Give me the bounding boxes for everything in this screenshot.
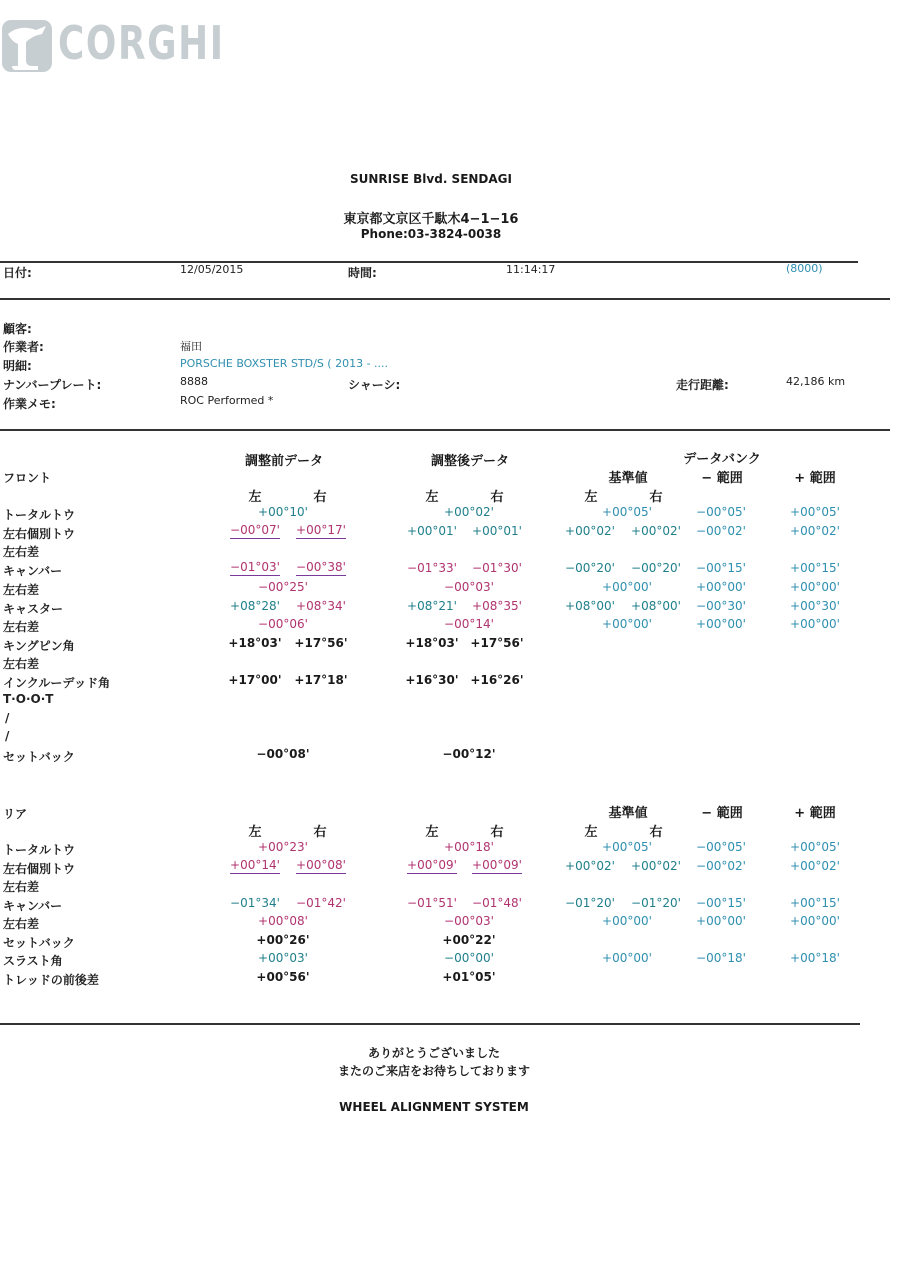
rear-row-label: トータルトウ bbox=[3, 843, 76, 857]
front-toe-indiv-plus: +00°02' bbox=[790, 524, 840, 538]
front-caster-ref-left: +08°00' bbox=[565, 599, 615, 613]
rear-toe-indiv-before-right: +00°08' bbox=[296, 858, 346, 872]
front-toe-indiv-after-right: +00°01' bbox=[472, 524, 522, 538]
front-before-right-header: 右 bbox=[313, 490, 327, 505]
rear-after-right-header: 右 bbox=[490, 825, 504, 840]
front-row-label: 左右個別トウ bbox=[3, 527, 76, 541]
operator-value: 福田 bbox=[180, 340, 202, 353]
rear-camber-diff-after: −00°03' bbox=[444, 914, 494, 928]
rear-row-label: 左右差 bbox=[3, 880, 40, 894]
rear-row-label: セットバック bbox=[3, 936, 75, 950]
chassis-label: シャーシ: bbox=[348, 378, 401, 392]
rear-toe-indiv-minus: −00°02' bbox=[696, 859, 746, 873]
date-label: 日付: bbox=[3, 266, 32, 280]
front-row-label: キングピン角 bbox=[3, 639, 75, 653]
brand-logo-text: CORGHI bbox=[58, 16, 225, 70]
rear-toe-indiv-before-left: +00°14' bbox=[230, 858, 280, 872]
front-setback-after: −00°12' bbox=[442, 747, 496, 761]
front-toe-indiv-before-right: +00°17' bbox=[296, 523, 346, 537]
divider-footer bbox=[0, 1023, 860, 1025]
rear-toe-indiv-plus: +00°02' bbox=[790, 859, 840, 873]
operator-label: 作業者: bbox=[3, 340, 44, 354]
front-caster-after-right: +08°35' bbox=[472, 599, 522, 613]
rear-toe-total-ref: +00°05' bbox=[602, 840, 652, 854]
front-ref-right-header: 右 bbox=[649, 490, 663, 505]
front-toe-indiv-before-left: −00°07' bbox=[230, 523, 280, 537]
front-caster-diff-plus: +00°00' bbox=[790, 617, 840, 631]
front-camber-diff-before: −00°25' bbox=[258, 580, 308, 594]
front-toe-total-minus: −00°05' bbox=[696, 505, 746, 519]
shop-address: 東京都文京区千駄木4−1−16 bbox=[343, 212, 519, 227]
front-camber-plus: +00°15' bbox=[790, 561, 840, 575]
rear-toe-indiv-ref-left: +00°02' bbox=[565, 859, 615, 873]
front-camber-ref-right: −00°20' bbox=[631, 561, 681, 575]
thanks-line-2: またのご来店をお待ちしております bbox=[337, 1064, 531, 1078]
front-kingpin-before-left: +18°03' bbox=[228, 636, 282, 650]
rear-row-label: 左右個別トウ bbox=[3, 862, 76, 876]
front-row-label: インクルーデッド角 bbox=[3, 676, 111, 690]
rear-toe-indiv-ref-right: +00°02' bbox=[631, 859, 681, 873]
time-value: 11:14:17 bbox=[506, 263, 556, 276]
front-caster-before-left: +08°28' bbox=[230, 599, 280, 613]
plate-value: 8888 bbox=[180, 375, 208, 388]
rear-toe-indiv-after-left: +00°09' bbox=[407, 858, 457, 872]
front-toe-total-after: +00°02' bbox=[444, 505, 494, 519]
shop-phone: Phone:03-3824-0038 bbox=[360, 227, 502, 241]
front-camber-after-left: −01°33' bbox=[407, 561, 457, 575]
front-caster-diff-after: −00°14' bbox=[444, 617, 494, 631]
front-camber-diff-ref: +00°00' bbox=[602, 580, 652, 594]
front-camber-minus: −00°15' bbox=[696, 561, 746, 575]
front-row-label: T·O·O·T bbox=[3, 692, 54, 706]
rear-toe-indiv-after-right: +00°09' bbox=[472, 858, 522, 872]
front-toe-indiv-after-left: +00°01' bbox=[407, 524, 457, 538]
rear-tread-diff-before: +00°56' bbox=[256, 970, 310, 984]
front-row-label: / bbox=[5, 729, 10, 743]
front-caster-ref-right: +08°00' bbox=[631, 599, 681, 613]
front-row-label: 左右差 bbox=[3, 583, 40, 597]
rear-ref-right-header: 右 bbox=[649, 825, 663, 840]
front-after-left-header: 左 bbox=[425, 490, 439, 505]
front-row-label: 左右差 bbox=[3, 545, 40, 559]
front-toe-total-before: +00°10' bbox=[258, 505, 308, 519]
rear-thrust-plus: +00°18' bbox=[790, 951, 840, 965]
divider-meta bbox=[0, 298, 890, 300]
front-caster-minus: −00°30' bbox=[696, 599, 746, 613]
front-reference-header: 基準値 bbox=[608, 471, 648, 486]
time-label: 時間: bbox=[348, 266, 377, 280]
rear-plus-range-header: + 範囲 bbox=[794, 806, 836, 821]
rear-section-label: リア bbox=[3, 807, 28, 821]
customer-label: 顧客: bbox=[3, 322, 32, 336]
rear-camber-before-left: −01°34' bbox=[230, 896, 280, 910]
front-camber-after-right: −01°30' bbox=[472, 561, 522, 575]
memo-value: ROC Performed * bbox=[180, 394, 274, 407]
rear-camber-after-left: −01°51' bbox=[407, 896, 457, 910]
rear-thrust-ref: +00°00' bbox=[602, 951, 652, 965]
memo-label: 作業メモ: bbox=[3, 397, 56, 411]
rear-reference-header: 基準値 bbox=[608, 806, 648, 821]
front-caster-before-right: +08°34' bbox=[296, 599, 346, 613]
rear-thrust-after: −00°00' bbox=[444, 951, 494, 965]
front-plus-range-header: + 範囲 bbox=[794, 471, 836, 486]
front-caster-diff-ref: +00°00' bbox=[602, 617, 652, 631]
front-row-label: / bbox=[5, 711, 10, 725]
rear-camber-ref-left: −01°20' bbox=[565, 896, 615, 910]
front-toe-indiv-ref-left: +00°02' bbox=[565, 524, 615, 538]
front-toe-total-ref: +00°05' bbox=[602, 505, 652, 519]
rear-tread-diff-after: +01°05' bbox=[442, 970, 496, 984]
front-camber-diff-plus: +00°00' bbox=[790, 580, 840, 594]
rear-camber-diff-minus: +00°00' bbox=[696, 914, 746, 928]
rear-after-left-header: 左 bbox=[425, 825, 439, 840]
front-included-before-left: +17°00' bbox=[228, 673, 282, 687]
rear-row-label: スラスト角 bbox=[3, 954, 63, 968]
front-caster-diff-minus: +00°00' bbox=[696, 617, 746, 631]
rear-camber-minus: −00°15' bbox=[696, 896, 746, 910]
rear-thrust-before: +00°03' bbox=[258, 951, 308, 965]
system-name: WHEEL ALIGNMENT SYSTEM bbox=[339, 1100, 529, 1114]
rear-camber-before-right: −01°42' bbox=[296, 896, 346, 910]
rear-thrust-minus: −00°18' bbox=[696, 951, 746, 965]
after-data-header: 調整後データ bbox=[430, 454, 510, 469]
front-kingpin-after-left: +18°03' bbox=[405, 636, 459, 650]
rear-toe-total-plus: +00°05' bbox=[790, 840, 840, 854]
thanks-line-1: ありがとうございました bbox=[367, 1046, 501, 1060]
front-camber-diff-after: −00°03' bbox=[444, 580, 494, 594]
rear-before-right-header: 右 bbox=[313, 825, 327, 840]
databank-header: データバンク bbox=[683, 452, 761, 467]
front-setback-before: −00°08' bbox=[256, 747, 310, 761]
rear-camber-plus: +00°15' bbox=[790, 896, 840, 910]
rear-camber-ref-right: −01°20' bbox=[631, 896, 681, 910]
front-caster-diff-before: −00°06' bbox=[258, 617, 308, 631]
vehicle-detail: PORSCHE BOXSTER STD/S ( 2013 - .... bbox=[180, 357, 389, 370]
front-row-label: トータルトウ bbox=[3, 508, 76, 522]
rear-camber-after-right: −01°48' bbox=[472, 896, 522, 910]
rear-camber-diff-before: +00°08' bbox=[258, 914, 308, 928]
rear-camber-diff-plus: +00°00' bbox=[790, 914, 840, 928]
front-after-right-header: 右 bbox=[490, 490, 504, 505]
shop-name: SUNRISE Blvd. SENDAGI bbox=[349, 172, 513, 186]
rear-ref-left-header: 左 bbox=[584, 825, 598, 840]
front-kingpin-before-right: +17°56' bbox=[294, 636, 348, 650]
front-caster-after-left: +08°21' bbox=[407, 599, 457, 613]
front-camber-before-left: −01°03' bbox=[230, 560, 280, 574]
front-camber-ref-left: −00°20' bbox=[565, 561, 615, 575]
rear-row-label: キャンバー bbox=[3, 899, 63, 913]
divider-customer bbox=[0, 429, 890, 431]
front-row-label: 左右差 bbox=[3, 620, 40, 634]
divider-top bbox=[0, 261, 858, 263]
mileage-label: 走行距離: bbox=[676, 378, 729, 392]
front-caster-plus: +00°30' bbox=[790, 599, 840, 613]
rear-toe-total-after: +00°18' bbox=[444, 840, 494, 854]
rear-before-left-header: 左 bbox=[248, 825, 262, 840]
detail-label: 明細: bbox=[3, 359, 32, 373]
rear-toe-total-minus: −00°05' bbox=[696, 840, 746, 854]
rear-row-label: トレッドの前後差 bbox=[3, 973, 99, 987]
front-toe-indiv-ref-right: +00°02' bbox=[631, 524, 681, 538]
front-toe-total-plus: +00°05' bbox=[790, 505, 840, 519]
front-row-label: キャンバー bbox=[3, 564, 63, 578]
front-section-label: フロント bbox=[3, 471, 52, 485]
before-data-header: 調整前データ bbox=[244, 454, 324, 469]
rear-camber-diff-ref: +00°00' bbox=[602, 914, 652, 928]
rear-setback-before: +00°26' bbox=[256, 933, 310, 947]
front-row-label: キャスター bbox=[3, 602, 64, 616]
front-camber-diff-minus: +00°00' bbox=[696, 580, 746, 594]
rear-setback-after: +00°22' bbox=[442, 933, 496, 947]
corghi-logo-icon bbox=[2, 20, 52, 72]
rear-toe-total-before: +00°23' bbox=[258, 840, 308, 854]
date-value: 12/05/2015 bbox=[180, 263, 244, 276]
front-camber-before-right: −00°38' bbox=[296, 560, 346, 574]
front-before-left-header: 左 bbox=[248, 490, 262, 505]
front-row-label: 左右差 bbox=[3, 657, 40, 671]
front-included-after-left: +16°30' bbox=[405, 673, 459, 687]
mileage-value: 42,186 km bbox=[786, 375, 846, 388]
front-included-after-right: +16°26' bbox=[470, 673, 524, 687]
front-minus-range-header: − 範囲 bbox=[701, 471, 743, 486]
rear-minus-range-header: − 範囲 bbox=[701, 806, 743, 821]
job-code: (8000) bbox=[786, 262, 823, 275]
front-toe-indiv-minus: −00°02' bbox=[696, 524, 746, 538]
front-ref-left-header: 左 bbox=[584, 490, 598, 505]
front-kingpin-after-right: +17°56' bbox=[470, 636, 524, 650]
front-included-before-right: +17°18' bbox=[294, 673, 348, 687]
front-row-label: セットバック bbox=[3, 750, 75, 764]
plate-label: ナンバープレート: bbox=[3, 378, 102, 392]
rear-row-label: 左右差 bbox=[3, 917, 40, 931]
